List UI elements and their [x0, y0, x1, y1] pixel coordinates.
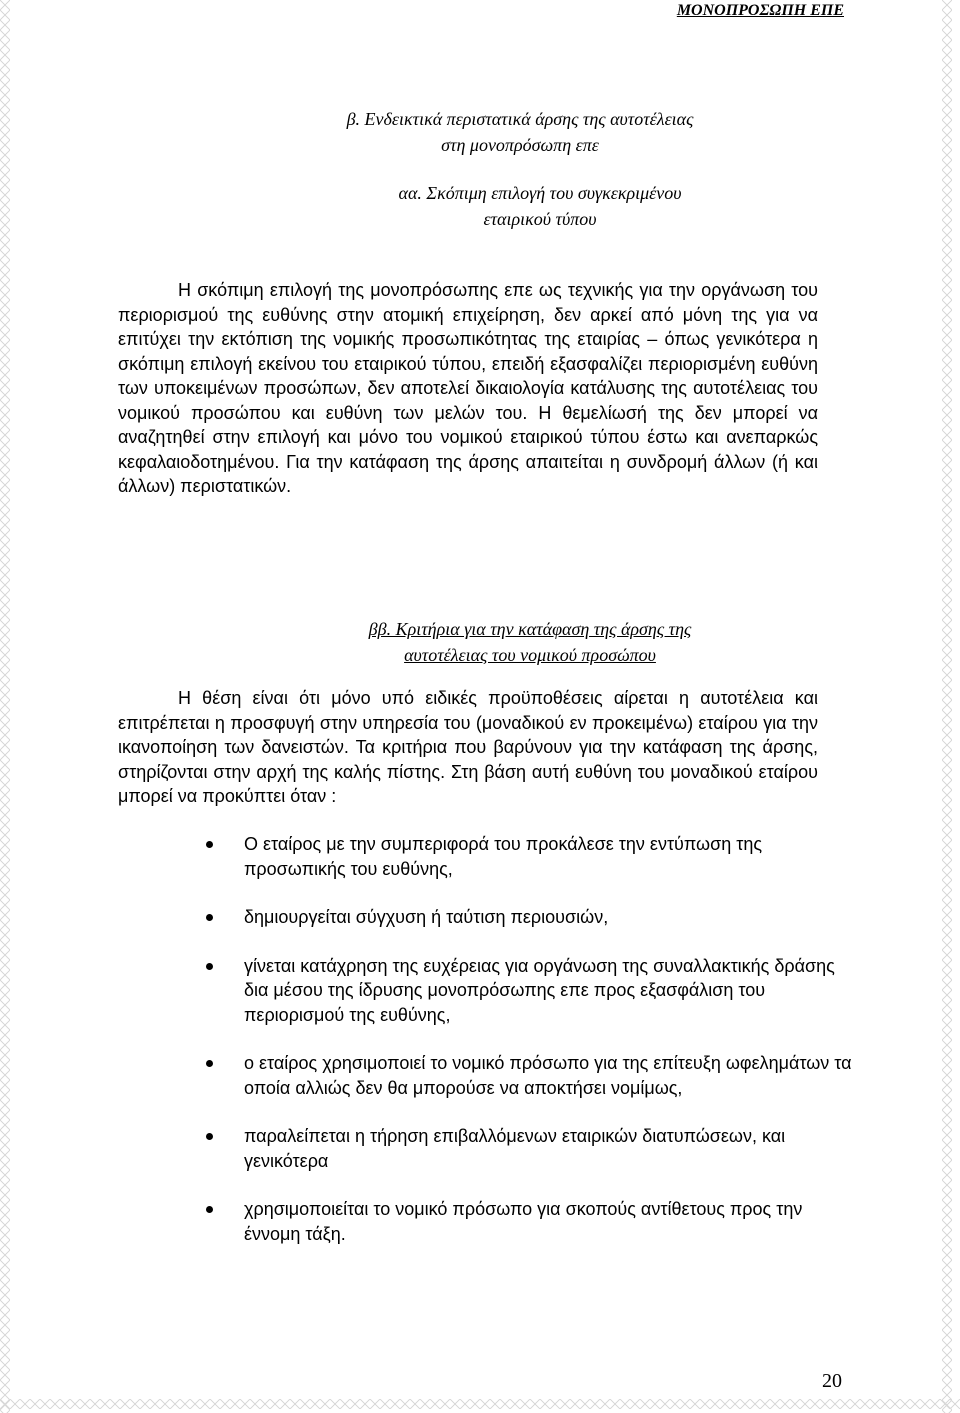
- list-item: [200, 832, 860, 881]
- bullet-icon: [206, 914, 213, 921]
- page-number: 20: [822, 1370, 842, 1392]
- running-header: ΜΟΝΟΠΡΟΣΩΠΗ ΕΠΕ: [676, 2, 844, 19]
- paragraph-1-text: Η σκόπιμη επιλογή της μονοπρόσωπης επε ως τεχνικής για την οργάνωση του περιορισμού της ευθύνης στην ατομική επιχείρηση, δεν αρκεί από μόνη της για να επιτύχει την εκτόπιση της νομικής προσωπικότητας της εταιρίας – όπως γενικότερα η σκόπιμη επιλογή εκείνου του εταιρικού τύπου, επειδή εξασφαλίζει περιορισμένη ευθύνη των υποκειμένων προσώπων, δεν αποτελεί δικαιολογία κατάλυσης της αυτοτέλειας του νομικού προσώπου και ευθύνη των μελών του. Η θεμελίωσή της δεν μπορεί να αναζητηθεί στην επιλογή και μόνο του νομικού εταιρικού τύπου έστω και ανεπαρκώς κεφαλαιοδοτημένου. Για την κατάφαση της άρσης απαιτείται η συνδρομή άλλων (ή και άλλων) περιστατικών.: [118, 280, 818, 496]
- bullet-icon: [206, 1133, 213, 1140]
- paragraph-2-text: Η θέση είναι ότι μόνο υπό ειδικές προϋποθέσεις αίρεται η αυτοτέλεια και επιτρέπεται η προσφυγή στην υπηρεσία του (μοναδικού εν προκειμένω) εταίρου για την ικανοποίηση των δανειστών. Τα κριτήρια που βαρύνουν για την κατάφαση της άρσης, στηρίζονται στην αρχή της καλής πίστης. Στη βάση αυτή ευθύνη του μοναδικού εταίρου μπορεί να προκύπτει όταν :: [118, 688, 818, 806]
- section-heading-beta: [220, 106, 820, 158]
- criteria-bullet-list: [200, 832, 860, 1270]
- section-heading-aa-line2: εταιρικού τύπου: [483, 209, 597, 229]
- section-heading-bb-line1: ββ. Κριτήρια για την κατάφαση της άρσης της: [368, 619, 692, 639]
- left-border-decoration: [0, 0, 18, 1413]
- bottom-border-decoration: [0, 1399, 960, 1413]
- section-heading-aa-line1: αα. Σκόπιμη επιλογή του συγκεκριμένου: [398, 183, 682, 203]
- bullet-icon: [206, 1060, 213, 1067]
- list-item: [200, 905, 860, 930]
- list-item-text: γίνεται κατάχρηση της ευχέρειας για οργάνωση της συναλλακτικής δράσης δια μέσου της ίδρυσης μονοπρόσωπης επε προς εξασφάλιση του περιορισμού της ευθύνης,: [244, 955, 835, 1025]
- section-heading-beta-line2: στη μονοπρόσωπη επε: [441, 135, 599, 155]
- section-heading-beta-line1: β. Ενδεικτικά περιστατικά άρσης της αυτοτέλειας: [346, 109, 694, 129]
- bullet-icon: [206, 841, 213, 848]
- paragraph-1: [118, 278, 818, 499]
- section-heading-bb-line2: αυτοτέλειας του νομικού προσώπου: [404, 645, 656, 665]
- section-heading-aa: [240, 180, 840, 232]
- list-item-text: δημιουργείται σύγχυση ή ταύτιση περιουσιών,: [244, 907, 609, 927]
- right-border-decoration: [942, 0, 960, 1413]
- list-item: [200, 1051, 860, 1100]
- list-item-text: παραλείπεται η τήρηση επιβαλλόμενων εταιρικών διατυπώσεων, και γενικότερα: [244, 1126, 786, 1171]
- bullet-icon: [206, 963, 213, 970]
- list-item: [200, 1197, 860, 1246]
- list-item: [200, 954, 860, 1028]
- list-item-text: χρησιμοποιείται το νομικό πρόσωπο για σκοπούς αντίθετους προς την έννομη τάξη.: [244, 1199, 803, 1244]
- list-item-text: ο εταίρος χρησιμοποιεί το νομικό πρόσωπο για της επίτευξη ωφελημάτων τα οποία αλλιώς δεν θα μπορούσε να αποκτήσει νομίμως,: [244, 1053, 852, 1098]
- bullet-icon: [206, 1206, 213, 1213]
- paragraph-2: [118, 686, 818, 809]
- section-heading-bb: [230, 616, 830, 668]
- list-item: [200, 1124, 860, 1173]
- list-item-text: Ο εταίρος με την συμπεριφορά του προκάλεσε την εντύπωση της προσωπικής του ευθύνης,: [244, 834, 763, 879]
